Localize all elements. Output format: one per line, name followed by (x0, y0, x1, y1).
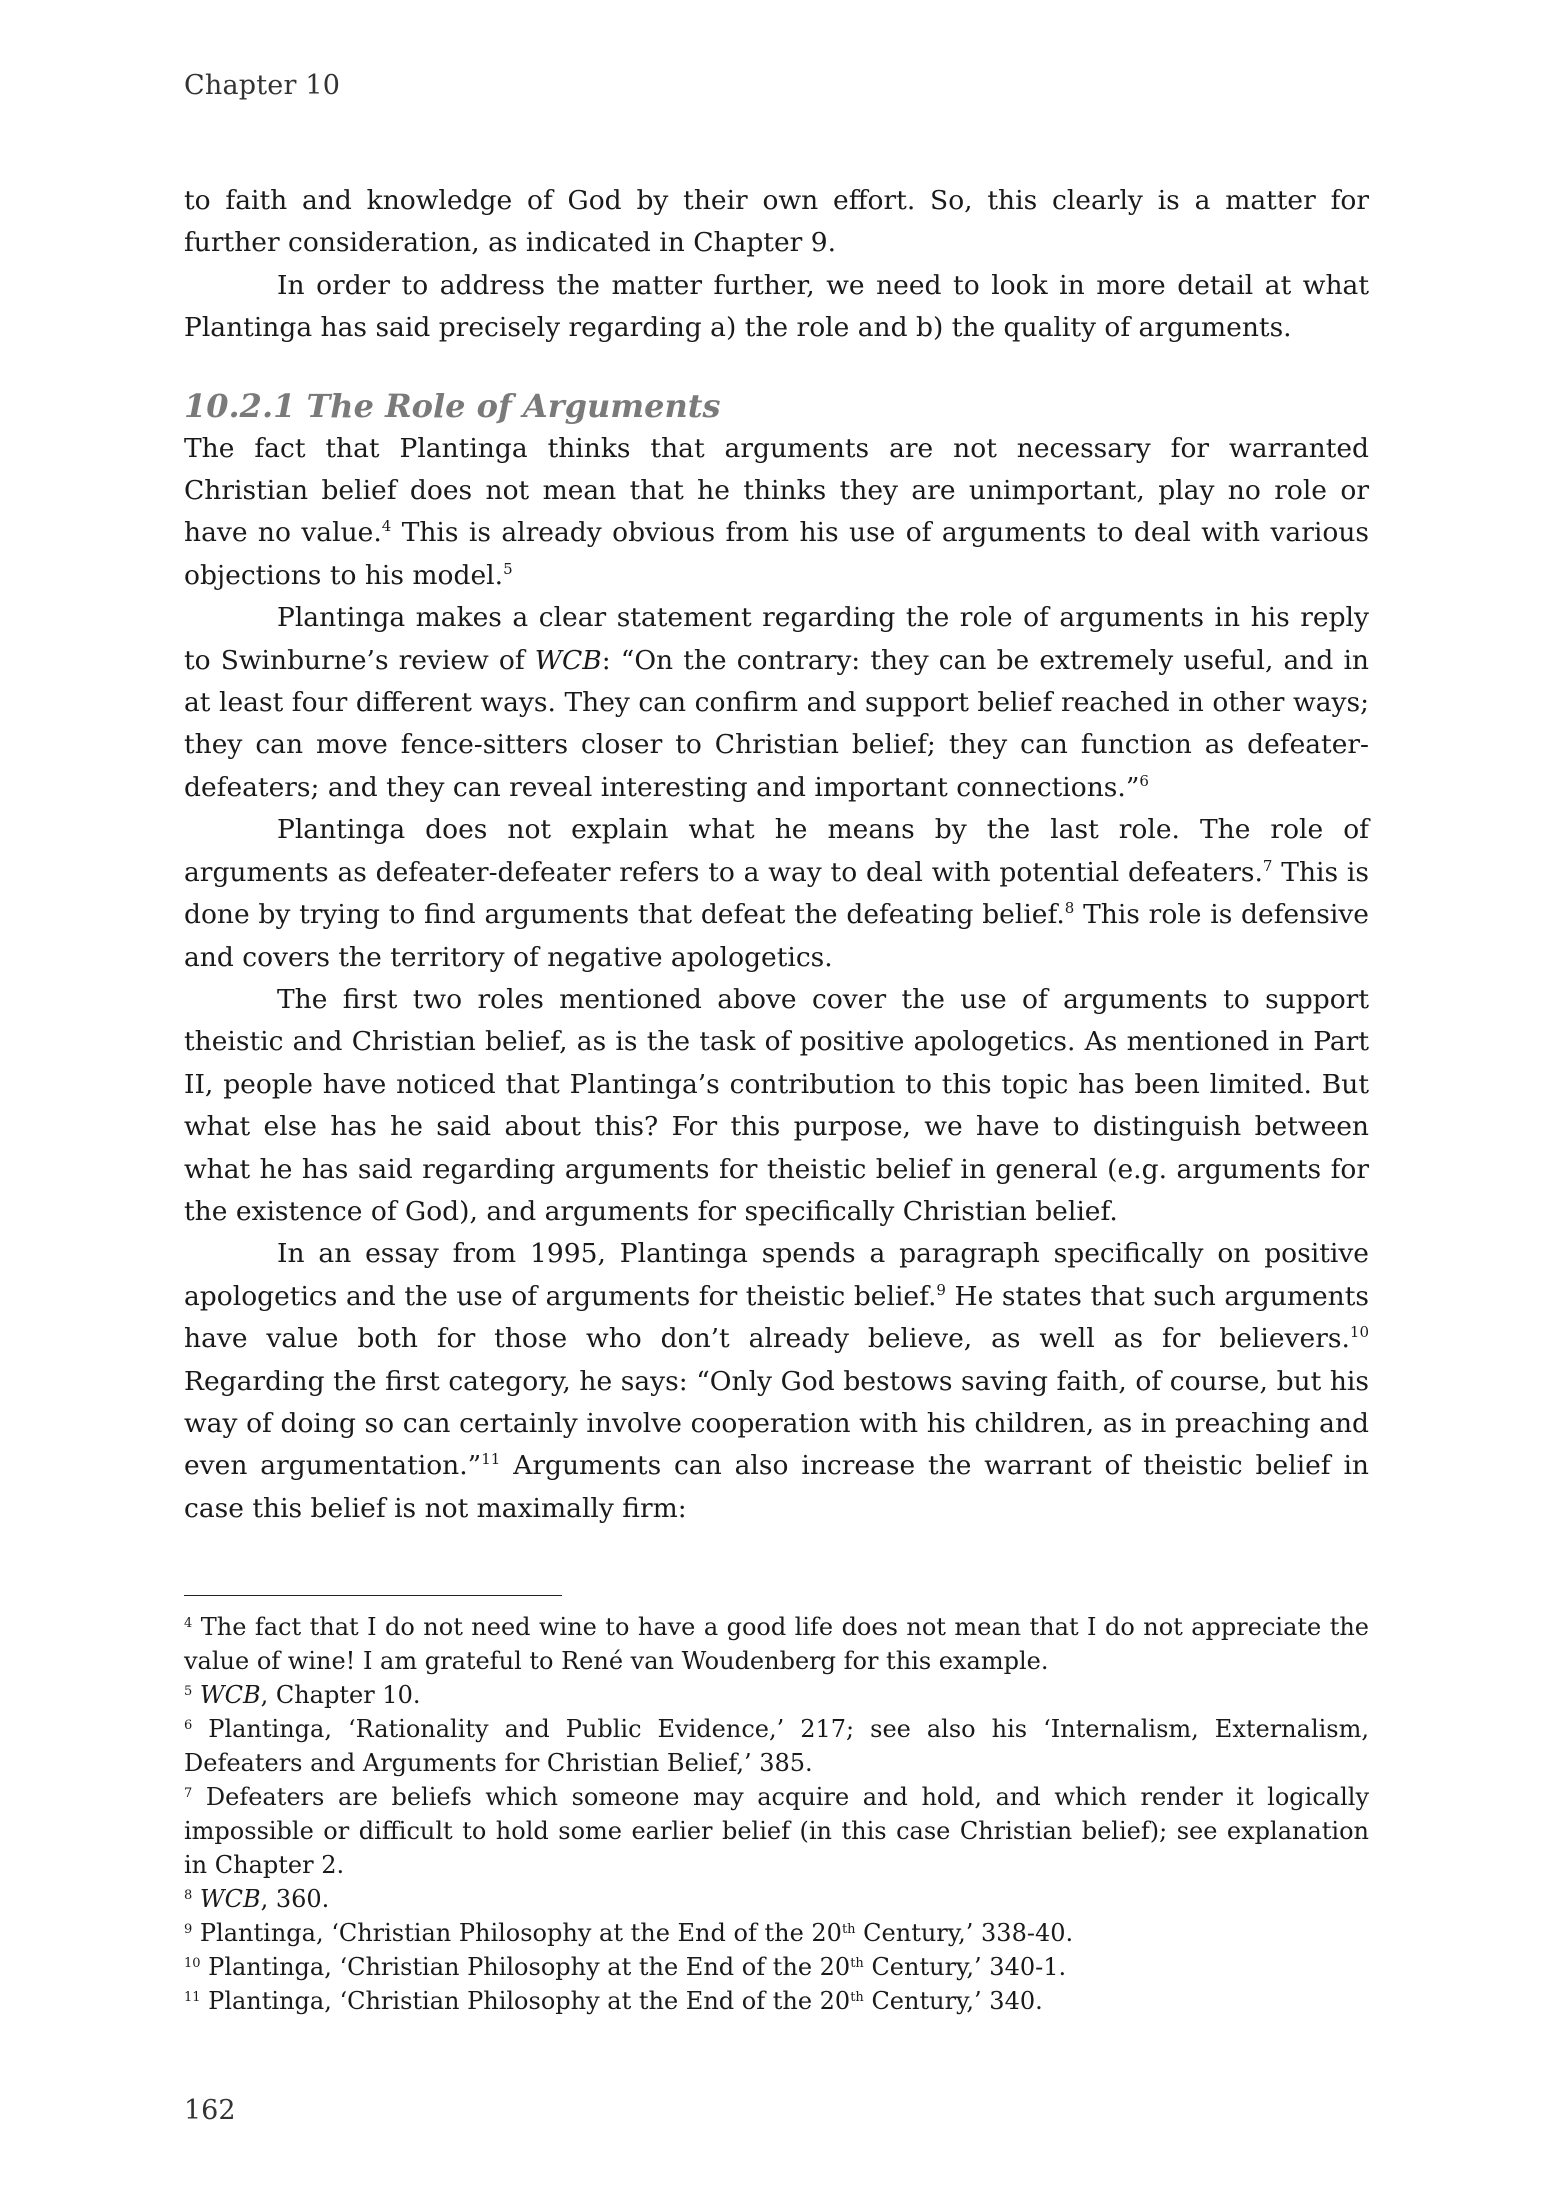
footnote-number: 8 (184, 1888, 193, 1903)
footnote-ref: 7 (1262, 856, 1273, 875)
footnote (184, 1950, 1369, 1984)
footnote-text: Plantinga, ‘Christian Philosophy at the End of the 20 (200, 1987, 851, 2015)
footnote-number: 10 (184, 1956, 201, 1971)
paragraph-text: : “On the contrary: they can be extremely useful, and in at least four different ways. They can confirm and support belief reached in other ways; they can move fence-sitters closer to Christian belief; they can function as defeater-defeaters; and they can reveal interesting and important connections.” (184, 644, 1369, 803)
footnote (184, 1916, 1369, 1950)
footnote-text: Century,’ 338-40. (855, 1919, 1074, 1947)
footnote (184, 1882, 1369, 1916)
paragraph: In order to address the matter further, we need to look in more detail at what Plantinga has said precisely regarding a) the role and b) the quality of arguments. (184, 269, 1369, 344)
ordinal-suffix: th (841, 1922, 856, 1937)
ordinal-suffix: th (850, 1990, 864, 2005)
footnote-text: Plantinga, ‘Rationality and Public Evidence,’ 217; see also his ‘Internalism, Externalism, Defeaters and Arguments for Christian Belief,’ 385. (184, 1715, 1369, 1777)
paragraph-continued: to faith and knowledge of God by their own effort. So, this clearly is a matter for further consideration, as indicated in Chapter 9. (184, 185, 1369, 259)
footnote-number: 9 (184, 1922, 193, 1937)
footnote (184, 1780, 1369, 1882)
footnote-text: The fact that I do not need wine to have a good life does not mean that I do not appreciate the value of wine! I am grateful to René van Woudenberg for this example. (184, 1613, 1369, 1675)
italic-title: WCB (199, 1885, 261, 1913)
footnote-text: , Chapter 10. (260, 1681, 421, 1709)
paragraph-text: The fact that Plantinga thinks that arguments are not necessary for warranted Christian belief does not mean that he thinks they are unimportant, play no role or have no value. (184, 432, 1369, 549)
ordinal-suffix: th (850, 1956, 864, 1971)
page-number: 162 (184, 2095, 236, 2126)
paragraph-text: Regarding the first category, he says: “Only God bestows saving faith, of course, but his way of doing so can certainly involve cooperation with his children, as in preaching and even argumentation.” (184, 1365, 1369, 1482)
footnote-ref: 9 (936, 1280, 946, 1299)
paragraph (184, 809, 1369, 979)
paragraph-text: This role is defensive and covers the territory of negative apologetics. (184, 899, 1369, 973)
footnote-text: , 360. (260, 1885, 330, 1913)
footnote-number: 7 (184, 1786, 193, 1801)
paragraph-text: Plantinga does not explain what he means by the last role. The role of arguments as defeater-defeater refers to a way to deal with potential defeaters. (184, 814, 1369, 888)
footnote-ref: 10 (1349, 1323, 1369, 1342)
footnote-text: Plantinga, ‘Christian Philosophy at the End of the 20 (192, 1919, 842, 1947)
paragraph-text: Plantinga makes a clear statement regarding the role of arguments in his reply to Swinburne’s review of (184, 602, 1369, 676)
body-text (184, 180, 1369, 1530)
paragraph (184, 1233, 1369, 1530)
paragraph (184, 428, 1369, 598)
footnote (184, 1712, 1369, 1780)
paragraph-text: In an essay from 1995, Plantinga spends a paragraph specifically on positive apologetics and the use of arguments for theistic belief. (184, 1238, 1369, 1312)
footnote-text: Century,’ 340. (863, 1987, 1043, 2015)
footnote-ref: 4 (381, 517, 392, 536)
footnote-text: Plantinga, ‘Christian Philosophy at the End of the 20 (200, 1953, 851, 1981)
paragraph-text: This is already obvious from his use of arguments to deal with various objections to his model. (184, 517, 1369, 591)
footnote (184, 1984, 1369, 2018)
footnote-divider (184, 1595, 562, 1596)
paragraph (184, 597, 1369, 809)
footnote-number: 5 (184, 1684, 193, 1699)
paragraph-text: He states that such arguments have value both for those who don’t already believe, as well as for believers. (184, 1280, 1369, 1355)
footnote-ref: 6 (1139, 771, 1149, 790)
italic-title: WCB (534, 644, 602, 676)
footnote-ref: 8 (1064, 899, 1075, 918)
footnote-number: 4 (184, 1616, 193, 1631)
footnote-ref: 5 (503, 559, 513, 578)
footnote-text: Century,’ 340-1. (863, 1953, 1067, 1981)
italic-title: WCB (199, 1681, 261, 1709)
footnote (184, 1678, 1369, 1712)
footnote-number: 6 (184, 1718, 193, 1733)
running-head: Chapter 10 (184, 70, 341, 101)
paragraph-text: This is done by trying to find arguments that defeat the defeating belief. (184, 856, 1370, 931)
footnote-ref: 11 (481, 1450, 501, 1469)
footnote (184, 1610, 1369, 1678)
footnotes (184, 1610, 1369, 2018)
paragraph-text: Arguments can also increase the warrant of theistic belief in case this belief is not maximally firm: (184, 1450, 1369, 1524)
paragraph: The first two roles mentioned above cover the use of arguments to support theistic and Christian belief, as is the task of positive apologetics. As mentioned in Part II, people have noticed that Plantinga’s contribution to this topic has been limited. But what else has he said about this? For this purpose, we have to distinguish between what he has said regarding arguments for theistic belief in general (e.g. arguments for the existence of God), and arguments for specifically Christian belief. (184, 983, 1369, 1227)
footnote-number: 11 (184, 1990, 201, 2005)
footnote-text: Defeaters are beliefs which someone may acquire and hold, and which render it logically impossible or difficult to hold some earlier belief (in this case Christian belief); see explanation in Chapter 2. (184, 1783, 1369, 1879)
section-heading: 10.2.1 The Role of Arguments (184, 386, 721, 425)
